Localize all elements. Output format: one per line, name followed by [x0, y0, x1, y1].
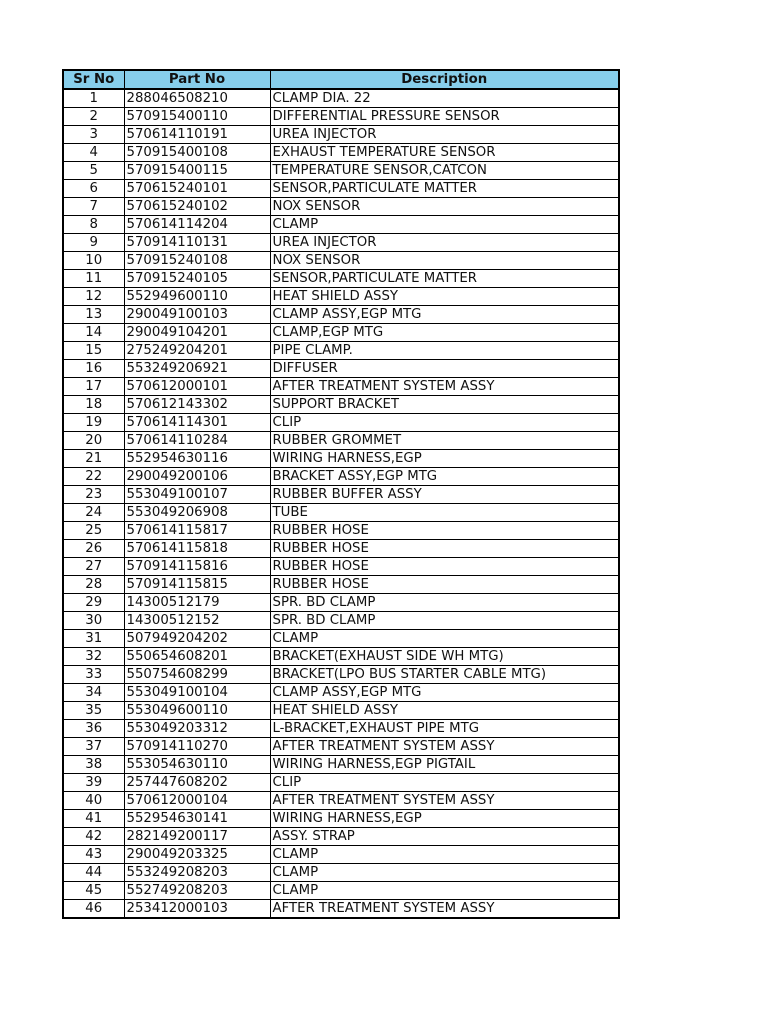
table-row	[63, 864, 619, 882]
table-row	[63, 288, 619, 306]
table-row	[63, 594, 619, 612]
description-cell: SPR. BD CLAMP	[270, 612, 619, 630]
part-no-cell: 553249206921	[124, 360, 270, 378]
description-cell: CLAMP ASSY,EGP MTG	[270, 306, 619, 324]
description-cell: CLAMP ASSY,EGP MTG	[270, 684, 619, 702]
part-no-cell: 570615240101	[124, 180, 270, 198]
part-no-cell: 290049104201	[124, 324, 270, 342]
description-cell: WIRING HARNESS,EGP	[270, 450, 619, 468]
table-row	[63, 162, 619, 180]
sr-no-cell: 19	[63, 414, 124, 432]
description-cell: RUBBER GROMMET	[270, 432, 619, 450]
part-no-cell: 570914115816	[124, 558, 270, 576]
description-cell: CLAMP DIA. 22	[270, 89, 619, 108]
description-cell: TEMPERATURE SENSOR,CATCON	[270, 162, 619, 180]
part-no-cell: 553049600110	[124, 702, 270, 720]
table-row	[63, 324, 619, 342]
description-cell: WIRING HARNESS,EGP PIGTAIL	[270, 756, 619, 774]
sr-no-cell: 30	[63, 612, 124, 630]
description-cell: TUBE	[270, 504, 619, 522]
table-row	[63, 468, 619, 486]
sr-no-cell: 34	[63, 684, 124, 702]
sr-no-cell: 26	[63, 540, 124, 558]
description-cell: CLIP	[270, 774, 619, 792]
description-cell: AFTER TREATMENT SYSTEM ASSY	[270, 900, 619, 919]
table-row	[63, 234, 619, 252]
sr-no-cell: 31	[63, 630, 124, 648]
table-row	[63, 576, 619, 594]
part-no-cell: 570614115817	[124, 522, 270, 540]
part-no-cell: 552954630141	[124, 810, 270, 828]
table-row	[63, 342, 619, 360]
part-no-cell: 553249208203	[124, 864, 270, 882]
sr-no-cell: 2	[63, 108, 124, 126]
sr-no-cell: 9	[63, 234, 124, 252]
description-cell: ASSY. STRAP	[270, 828, 619, 846]
table-row	[63, 774, 619, 792]
table-row	[63, 702, 619, 720]
part-no-cell: 552954630116	[124, 450, 270, 468]
sr-no-cell: 16	[63, 360, 124, 378]
table-row	[63, 504, 619, 522]
part-no-cell: 553049100104	[124, 684, 270, 702]
description-cell: L-BRACKET,EXHAUST PIPE MTG	[270, 720, 619, 738]
description-cell: CLAMP	[270, 846, 619, 864]
table-row	[63, 828, 619, 846]
description-cell: DIFFUSER	[270, 360, 619, 378]
part-no-cell: 570915400115	[124, 162, 270, 180]
part-no-cell: 507949204202	[124, 630, 270, 648]
table-row	[63, 900, 619, 919]
description-cell: CLAMP	[270, 630, 619, 648]
sr-no-cell: 45	[63, 882, 124, 900]
description-cell: RUBBER HOSE	[270, 558, 619, 576]
part-no-cell: 550654608201	[124, 648, 270, 666]
description-cell: UREA INJECTOR	[270, 126, 619, 144]
part-no-cell: 552749208203	[124, 882, 270, 900]
description-cell: NOX SENSOR	[270, 252, 619, 270]
table-row	[63, 666, 619, 684]
sr-no-cell: 12	[63, 288, 124, 306]
header-row	[63, 70, 619, 89]
table-row	[63, 144, 619, 162]
part-no-cell: 553054630110	[124, 756, 270, 774]
description-cell: HEAT SHIELD ASSY	[270, 702, 619, 720]
description-cell: CLAMP	[270, 882, 619, 900]
part-no-cell: 552949600110	[124, 288, 270, 306]
sr-no-cell: 22	[63, 468, 124, 486]
table-row	[63, 486, 619, 504]
sr-no-cell: 4	[63, 144, 124, 162]
part-no-cell: 570615240102	[124, 198, 270, 216]
table-row	[63, 198, 619, 216]
part-no-cell: 570614110191	[124, 126, 270, 144]
table-row	[63, 540, 619, 558]
parts-table	[62, 69, 620, 919]
part-no-cell: 570614114204	[124, 216, 270, 234]
sr-no-cell: 8	[63, 216, 124, 234]
part-no-cell: 290049200106	[124, 468, 270, 486]
table-row	[63, 432, 619, 450]
table-row	[63, 882, 619, 900]
part-no-cell: 570612000101	[124, 378, 270, 396]
table-row	[63, 756, 619, 774]
table-header	[63, 70, 619, 89]
description-cell: SENSOR,PARTICULATE MATTER	[270, 270, 619, 288]
part-no-cell: 570614110284	[124, 432, 270, 450]
description-cell: RUBBER HOSE	[270, 522, 619, 540]
table-row	[63, 846, 619, 864]
part-no-cell: 553049206908	[124, 504, 270, 522]
table-row	[63, 126, 619, 144]
table-row	[63, 396, 619, 414]
part-no-cell: 570612000104	[124, 792, 270, 810]
part-no-cell: 570914110131	[124, 234, 270, 252]
part-no-cell: 570614115818	[124, 540, 270, 558]
part-no-cell: 570915400110	[124, 108, 270, 126]
sr-no-cell: 13	[63, 306, 124, 324]
sr-no-cell: 15	[63, 342, 124, 360]
description-cell: BRACKET ASSY,EGP MTG	[270, 468, 619, 486]
sr-no-cell: 37	[63, 738, 124, 756]
table-row	[63, 360, 619, 378]
description-cell: NOX SENSOR	[270, 198, 619, 216]
description-cell: CLAMP	[270, 864, 619, 882]
sr-no-cell: 35	[63, 702, 124, 720]
sr-no-cell: 28	[63, 576, 124, 594]
column-header-part-no: Part No	[124, 70, 270, 89]
sr-no-cell: 46	[63, 900, 124, 919]
part-no-cell: 553049100107	[124, 486, 270, 504]
sr-no-cell: 11	[63, 270, 124, 288]
sr-no-cell: 25	[63, 522, 124, 540]
part-no-cell: 275249204201	[124, 342, 270, 360]
description-cell: HEAT SHIELD ASSY	[270, 288, 619, 306]
description-cell: DIFFERENTIAL PRESSURE SENSOR	[270, 108, 619, 126]
sr-no-cell: 6	[63, 180, 124, 198]
description-cell: BRACKET(EXHAUST SIDE WH MTG)	[270, 648, 619, 666]
table-row	[63, 522, 619, 540]
table-row	[63, 720, 619, 738]
description-cell: WIRING HARNESS,EGP	[270, 810, 619, 828]
table-row	[63, 648, 619, 666]
sr-no-cell: 33	[63, 666, 124, 684]
sr-no-cell: 23	[63, 486, 124, 504]
description-cell: CLAMP	[270, 216, 619, 234]
part-no-cell: 570914115815	[124, 576, 270, 594]
table-row	[63, 306, 619, 324]
part-no-cell: 14300512152	[124, 612, 270, 630]
table-row	[63, 414, 619, 432]
table-row	[63, 270, 619, 288]
part-no-cell: 288046508210	[124, 89, 270, 108]
part-no-cell: 570614114301	[124, 414, 270, 432]
description-cell: BRACKET(LPO BUS STARTER CABLE MTG)	[270, 666, 619, 684]
part-no-cell: 570915240105	[124, 270, 270, 288]
table-row	[63, 450, 619, 468]
sr-no-cell: 44	[63, 864, 124, 882]
description-cell: SPR. BD CLAMP	[270, 594, 619, 612]
sr-no-cell: 38	[63, 756, 124, 774]
sr-no-cell: 20	[63, 432, 124, 450]
sr-no-cell: 17	[63, 378, 124, 396]
sr-no-cell: 5	[63, 162, 124, 180]
description-cell: UREA INJECTOR	[270, 234, 619, 252]
sr-no-cell: 42	[63, 828, 124, 846]
description-cell: AFTER TREATMENT SYSTEM ASSY	[270, 792, 619, 810]
table-row	[63, 378, 619, 396]
sr-no-cell: 21	[63, 450, 124, 468]
part-no-cell: 290049203325	[124, 846, 270, 864]
sr-no-cell: 29	[63, 594, 124, 612]
table-row	[63, 684, 619, 702]
sr-no-cell: 43	[63, 846, 124, 864]
description-cell: CLIP	[270, 414, 619, 432]
table-row	[63, 252, 619, 270]
table-row	[63, 738, 619, 756]
sr-no-cell: 3	[63, 126, 124, 144]
table-row	[63, 630, 619, 648]
table-row	[63, 216, 619, 234]
description-cell: RUBBER HOSE	[270, 576, 619, 594]
description-cell: RUBBER BUFFER ASSY	[270, 486, 619, 504]
column-header-description: Description	[270, 70, 619, 89]
sr-no-cell: 39	[63, 774, 124, 792]
sr-no-cell: 14	[63, 324, 124, 342]
sr-no-cell: 36	[63, 720, 124, 738]
table-row	[63, 558, 619, 576]
sr-no-cell: 41	[63, 810, 124, 828]
part-no-cell: 290049100103	[124, 306, 270, 324]
table-row	[63, 108, 619, 126]
part-no-cell: 570914110270	[124, 738, 270, 756]
table-row	[63, 792, 619, 810]
description-cell: CLAMP,EGP MTG	[270, 324, 619, 342]
sr-no-cell: 18	[63, 396, 124, 414]
description-cell: AFTER TREATMENT SYSTEM ASSY	[270, 378, 619, 396]
part-no-cell: 253412000103	[124, 900, 270, 919]
description-cell: EXHAUST TEMPERATURE SENSOR	[270, 144, 619, 162]
part-no-cell: 282149200117	[124, 828, 270, 846]
table-row	[63, 612, 619, 630]
part-no-cell: 257447608202	[124, 774, 270, 792]
description-cell: RUBBER HOSE	[270, 540, 619, 558]
column-header-sr-no: Sr No	[63, 70, 124, 89]
table-row	[63, 810, 619, 828]
part-no-cell: 570612143302	[124, 396, 270, 414]
description-cell: SUPPORT BRACKET	[270, 396, 619, 414]
description-cell: SENSOR,PARTICULATE MATTER	[270, 180, 619, 198]
sr-no-cell: 27	[63, 558, 124, 576]
description-cell: PIPE CLAMP.	[270, 342, 619, 360]
part-no-cell: 570915240108	[124, 252, 270, 270]
table-row	[63, 180, 619, 198]
sr-no-cell: 1	[63, 89, 124, 108]
sr-no-cell: 32	[63, 648, 124, 666]
sr-no-cell: 10	[63, 252, 124, 270]
table-row	[63, 89, 619, 108]
part-no-cell: 553049203312	[124, 720, 270, 738]
description-cell: AFTER TREATMENT SYSTEM ASSY	[270, 738, 619, 756]
part-no-cell: 14300512179	[124, 594, 270, 612]
sr-no-cell: 7	[63, 198, 124, 216]
part-no-cell: 570915400108	[124, 144, 270, 162]
sr-no-cell: 40	[63, 792, 124, 810]
table-body	[63, 89, 619, 918]
part-no-cell: 550754608299	[124, 666, 270, 684]
sr-no-cell: 24	[63, 504, 124, 522]
